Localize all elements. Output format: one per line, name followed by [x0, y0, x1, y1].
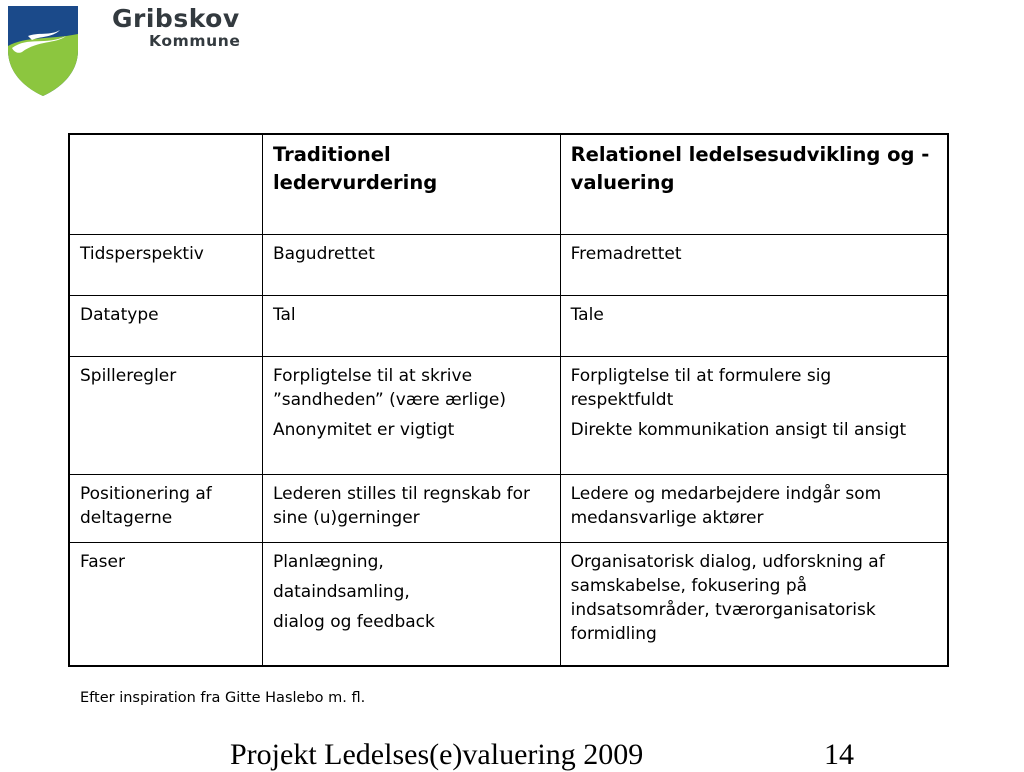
- traditional-cell: [262, 474, 560, 542]
- comparison-table: [68, 133, 949, 667]
- traditional-cell: [262, 234, 560, 295]
- gribskov-kommune-logo: [8, 4, 266, 94]
- cell-text: Forpligtelse til at skrive ”sandheden” (være ærlige): [272, 365, 506, 410]
- row-label: Positionering af deltagerne: [69, 474, 262, 542]
- header-relational: Relationel ledelsesudvikling og -valuering: [560, 134, 948, 234]
- logo-subtitle: Kommune: [149, 32, 241, 50]
- cell-text: Tale: [570, 304, 604, 325]
- relational-cell: [560, 542, 948, 666]
- row-label: Spilleregler: [69, 356, 262, 474]
- logo-name: Gribskov: [112, 4, 240, 33]
- cell-text: Bagudrettet: [272, 243, 375, 264]
- relational-cell: [560, 474, 948, 542]
- cell-text: Anonymitet er vigtigt: [272, 419, 455, 440]
- cell-text: Direkte kommunikation ansigt til ansigt: [570, 419, 907, 440]
- source-footnote: Efter inspiration fra Gitte Haslebo m. fl.: [80, 690, 366, 706]
- relational-cell: [560, 295, 948, 356]
- traditional-cell: [262, 542, 560, 666]
- table-row: [69, 542, 948, 666]
- page-number: 14: [824, 738, 854, 771]
- traditional-cell: [262, 356, 560, 474]
- table-row: [69, 474, 948, 542]
- table-row: [69, 295, 948, 356]
- relational-cell: [560, 356, 948, 474]
- traditional-cell: [262, 295, 560, 356]
- cell-text: Lederen stilles til regnskab for sine (u)gerninger: [272, 483, 531, 528]
- cell-text: Tal: [272, 304, 296, 325]
- cell-text: dialog og feedback: [272, 611, 435, 632]
- table-header-row: [69, 134, 948, 234]
- relational-cell: [560, 234, 948, 295]
- cell-text: Ledere og medarbejdere indgår som medansvarlige aktører: [570, 483, 882, 528]
- row-label: Faser: [69, 542, 262, 666]
- municipality-shield-icon: [8, 6, 78, 96]
- cell-text: Organisatorisk dialog, udforskning af samskabelse, fokusering på indsatsområder, tværorganisatorisk formidling: [570, 551, 885, 644]
- row-label: Datatype: [69, 295, 262, 356]
- table-row: [69, 356, 948, 474]
- cell-text: Forpligtelse til at formulere sig respektfuldt: [570, 365, 832, 410]
- cell-text: dataindsamling,: [272, 581, 410, 602]
- header-cell-empty: [69, 134, 262, 234]
- header-traditional: Traditionel ledervurdering: [262, 134, 560, 234]
- table-row: [69, 234, 948, 295]
- cell-text: Fremadrettet: [570, 243, 682, 264]
- row-label: Tidsperspektiv: [69, 234, 262, 295]
- slide-footer-title: Projekt Ledelses(e)valuering 2009: [230, 738, 644, 771]
- cell-text: Planlægning,: [272, 551, 384, 572]
